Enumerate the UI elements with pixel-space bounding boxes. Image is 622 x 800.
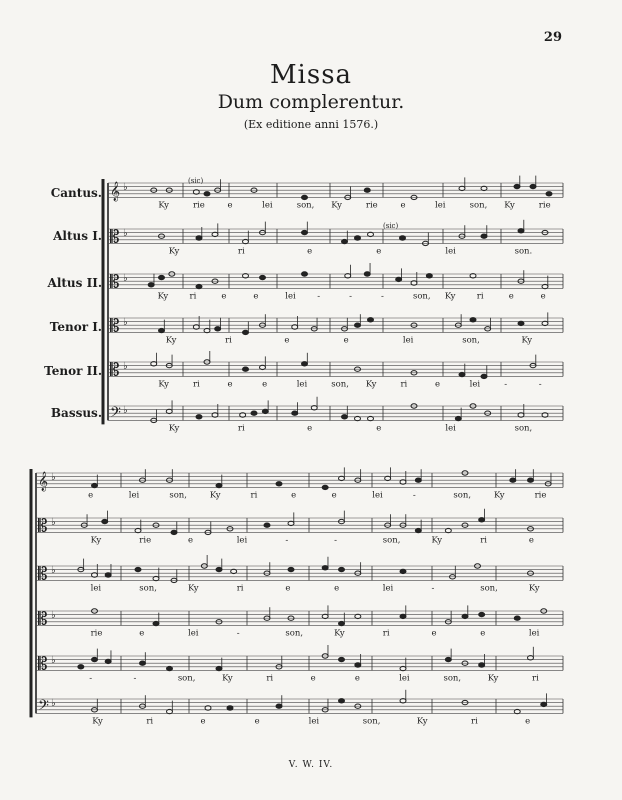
lyric-syllable: son, [443,673,462,684]
note-head [455,416,461,420]
lyric-syllable: ri [146,716,154,727]
note-head [204,192,210,196]
lyric-syllable: - [381,291,384,302]
note-head [302,362,308,366]
lyric-syllable: ri [471,716,478,727]
note-head [339,567,345,571]
lyric-syllable: son, [285,628,304,639]
note-head [400,236,406,240]
lyric-syllable: e [508,291,514,302]
lyric-syllable: Ky [90,535,102,546]
lyric-syllable: e [200,716,206,727]
note-head [140,661,146,665]
note-head [92,483,98,487]
flat-icon: ♭ [123,228,128,240]
note-head [445,657,451,661]
lyric-syllable: e [343,335,349,346]
lyric-syllable: ri [225,335,232,346]
flat-icon: ♭ [123,273,128,285]
part-label-tenor-1: Tenor I. [49,320,102,334]
lyric-syllable: rie [365,200,378,211]
sic-mark: (sic) [188,177,204,185]
note-head [276,704,282,708]
lyric-syllable: ri [237,423,245,434]
note-head [339,699,345,703]
clef-icon: 𝄡 [38,564,48,585]
note-head [518,229,524,233]
lyric-syllable: e [376,246,382,257]
note-head [227,706,233,710]
lyric-syllable: son, [382,535,401,546]
note-head [243,367,249,371]
lyric-syllable: e [540,291,546,302]
lyric-syllable: e [307,246,313,257]
lyric-syllable: e [88,490,94,501]
note-head [102,519,108,523]
clef-icon: 𝄢 [110,404,121,425]
part-label-altus-1: Altus I. [53,229,102,243]
note-head [264,523,270,527]
lyric-syllable: ri [189,291,197,302]
note-head [400,614,406,618]
note-head [342,415,348,419]
note-head [426,274,432,278]
lyric-syllable: lei [445,423,456,434]
lyric-syllable: ri [237,246,245,257]
lyric-syllable: - [412,490,416,501]
lyric-syllable: Ky [504,200,515,211]
lyric-syllable: e [254,716,260,727]
lyric-syllable: e [400,200,406,211]
note-head [171,530,177,534]
note-head [262,409,268,413]
lyric-syllable: son. [514,246,533,257]
note-head [528,478,534,482]
lyric-syllable: - [504,379,508,390]
note-head [355,323,361,327]
lyric-syllable: e [528,535,534,546]
lyric-syllable: e [253,291,259,302]
lyric-syllable: e [310,673,316,684]
lyric-syllable: e [334,583,340,594]
part-label-cantus: Cantus. [50,186,102,200]
lyric-syllable: son, [296,200,315,211]
flat-icon: ♭ [123,317,128,329]
note-head [216,666,222,670]
lyric-syllable: e [376,423,382,434]
lyric-syllable: lei [382,583,394,594]
note-head [339,621,345,625]
lyric-syllable: son, [169,490,187,501]
note-head [148,283,154,287]
note-head [216,567,222,571]
lyric-syllable: ri [480,535,488,546]
note-head [415,528,421,532]
flat-icon: ♭ [51,698,56,710]
note-head [302,195,308,199]
lyric-syllable: - [133,673,137,684]
note-head [514,184,520,188]
score-system-2 [31,467,563,726]
lyric-syllable: e [188,535,194,546]
footer-signature: V. W. IV. [288,760,334,770]
note-head [479,663,485,667]
clef-icon: 𝄡 [110,360,120,381]
note-head [510,478,516,482]
note-head [364,272,370,276]
note-head [196,284,202,288]
note-head [396,277,402,281]
note-head [415,478,421,482]
note-head [159,328,165,332]
lyric-syllable: son, [453,490,472,501]
note-head [135,567,141,571]
lyric-syllable: lei [402,335,414,346]
clef-icon: 𝄡 [110,272,120,293]
lyric-syllable: e [227,200,233,211]
clef-icon: 𝄞 [110,181,121,202]
lyric-syllable: lei [188,628,199,639]
lyric-syllable: son, [480,583,498,594]
note-head [105,573,111,577]
note-head [243,330,249,334]
clef-icon: 𝄡 [38,654,48,675]
lyric-syllable: son, [514,423,533,434]
lyric-syllable: lei [435,200,446,211]
lyric-syllable: e [354,673,360,684]
lyric-syllable: Ky [416,716,428,727]
lyric-syllable: ri [532,673,539,684]
lyric-syllable: rie [139,535,152,546]
lyric-syllable: lei [90,583,102,594]
lyric-syllable: Ky [168,423,180,434]
note-head [462,614,468,618]
part-label-tenor-2: Tenor II. [44,364,102,378]
note-head [339,657,345,661]
part-label-bassus: Bassus. [50,406,102,420]
lyric-syllable: - [431,583,435,594]
lyric-syllable: son, [331,379,349,390]
note-head [355,236,361,240]
lyric-syllable: - [285,535,289,546]
flat-icon: ♭ [51,610,56,622]
lyric-syllable: e [435,379,441,390]
note-head [479,518,485,522]
lyric-syllable: lei [445,246,456,257]
note-head [459,372,465,376]
lyric-syllable: Ky [521,335,533,346]
note-head [196,236,202,240]
lyric-syllable: - [236,628,240,639]
lyric-syllable: ri [382,628,390,639]
note-head [288,567,294,571]
lyric-syllable: lei [308,716,320,727]
lyric-syllable: Ky [188,583,199,594]
lyric-syllable: e [285,583,291,594]
lyric-syllable: e [284,335,290,346]
lyric-syllable: son, [139,583,157,594]
flat-icon: ♭ [51,655,56,667]
note-head [105,659,111,663]
clef-icon: 𝄢 [38,697,49,718]
note-head [518,321,524,325]
lyric-syllable: Ky [222,673,233,684]
lyric-syllable: Ky [494,490,505,501]
part-label-altus-2: Altus II. [47,276,102,290]
lyric-syllable: son, [362,716,381,727]
lyric-syllable: son, [469,200,488,211]
note-head [322,485,328,489]
lyric-syllable: Ky [168,246,180,257]
lyric-syllable: lei [372,490,383,501]
lyric-syllable: lei [128,490,140,501]
lyric-syllable: Ky [92,716,103,727]
lyric-syllable: lei [296,379,308,390]
lyric-syllable: lei [528,628,540,639]
lyric-syllable: - [349,291,352,302]
note-head [302,230,308,234]
page-subtitle: Dum complerentur. [217,91,405,113]
flat-icon: ♭ [123,405,128,417]
note-head [514,616,520,620]
lyric-syllable: - [317,291,321,302]
note-head [302,272,308,276]
lyric-syllable: rie [538,200,551,211]
note-head [342,239,348,243]
clef-icon: 𝄡 [38,609,48,630]
lyric-syllable: lei [262,200,273,211]
lyric-syllable: rie [192,200,205,211]
note-head [364,188,370,192]
clef-icon: 𝄡 [110,316,120,337]
lyric-syllable: e [262,379,268,390]
lyric-syllable: e [139,628,145,639]
lyric-syllable: Ky [331,200,342,211]
note-head [541,702,547,706]
lyric-syllable: Ky [158,200,169,211]
lyric-syllable: son, [177,673,196,684]
clef-icon: 𝄡 [110,227,120,248]
lyric-syllable: e [331,490,337,501]
lyric-syllable: lei [399,673,410,684]
lyric-syllable: lei [469,379,481,390]
lyric-syllable: e [221,291,227,302]
note-head [481,234,487,238]
note-head [481,374,487,378]
lyric-syllable: Ky [487,673,499,684]
lyric-syllable: e [307,423,313,434]
lyric-syllable: Ky [334,628,345,639]
note-head [470,318,476,322]
lyric-syllable: Ky [365,379,377,390]
note-head [215,327,221,331]
note-head [159,275,165,279]
note-head [368,318,374,322]
flat-icon: ♭ [51,517,56,529]
lyric-syllable: e [291,490,297,501]
lyric-syllable: Ky [209,490,221,501]
sic-mark: (sic) [383,222,399,230]
note-head [479,612,485,616]
lyric-syllable: rie [534,490,547,501]
flat-icon: ♭ [51,565,56,577]
lyric-syllable: - [89,673,93,684]
flat-icon: ♭ [123,182,128,194]
lyric-syllable: - [538,379,542,390]
flat-icon: ♭ [51,472,56,484]
lyric-syllable: Ky [444,291,456,302]
lyric-syllable: ri [192,379,200,390]
note-head [153,621,159,625]
note-head [276,482,282,486]
lyric-syllable: Ky [157,291,169,302]
lyric-syllable: ri [250,490,258,501]
note-head [292,411,298,415]
note-head [78,665,84,669]
lyric-syllable: lei [285,291,296,302]
page-number: 29 [543,30,562,45]
lyric-syllable: ri [266,673,274,684]
score-system-1 [103,176,563,434]
lyric-syllable: e [525,716,531,727]
lyric-syllable: Ky [431,535,443,546]
flat-icon: ♭ [123,361,128,373]
note-head [322,566,328,570]
lyric-syllable: e [480,628,486,639]
lyric-syllable: son, [462,335,480,346]
page-title: Missa [269,60,353,90]
lyric-syllable: rie [90,628,103,639]
lyric-syllable: Ky [528,583,540,594]
clef-icon: 𝄡 [38,516,48,537]
lyric-syllable: ri [400,379,408,390]
note-head [251,411,257,415]
note-head [355,663,361,667]
lyric-syllable: e [431,628,437,639]
lyric-syllable: son, [412,291,431,302]
edition-note: (Ex editione anni 1576.) [243,118,379,131]
lyric-syllable: - [334,535,337,546]
note-head [92,657,98,661]
lyric-syllable: e [227,379,233,390]
note-head [260,275,266,279]
note-head [546,192,552,196]
note-head [216,483,222,487]
note-head [400,569,406,573]
lyric-syllable: ri [476,291,484,302]
lyric-syllable: ri [236,583,244,594]
clef-icon: 𝄞 [38,471,49,492]
note-head [530,184,536,188]
lyric-syllable: Ky [165,335,177,346]
lyric-syllable: lei [236,535,248,546]
lyric-syllable: Ky [158,379,169,390]
note-head [167,666,173,670]
note-head [196,415,202,419]
